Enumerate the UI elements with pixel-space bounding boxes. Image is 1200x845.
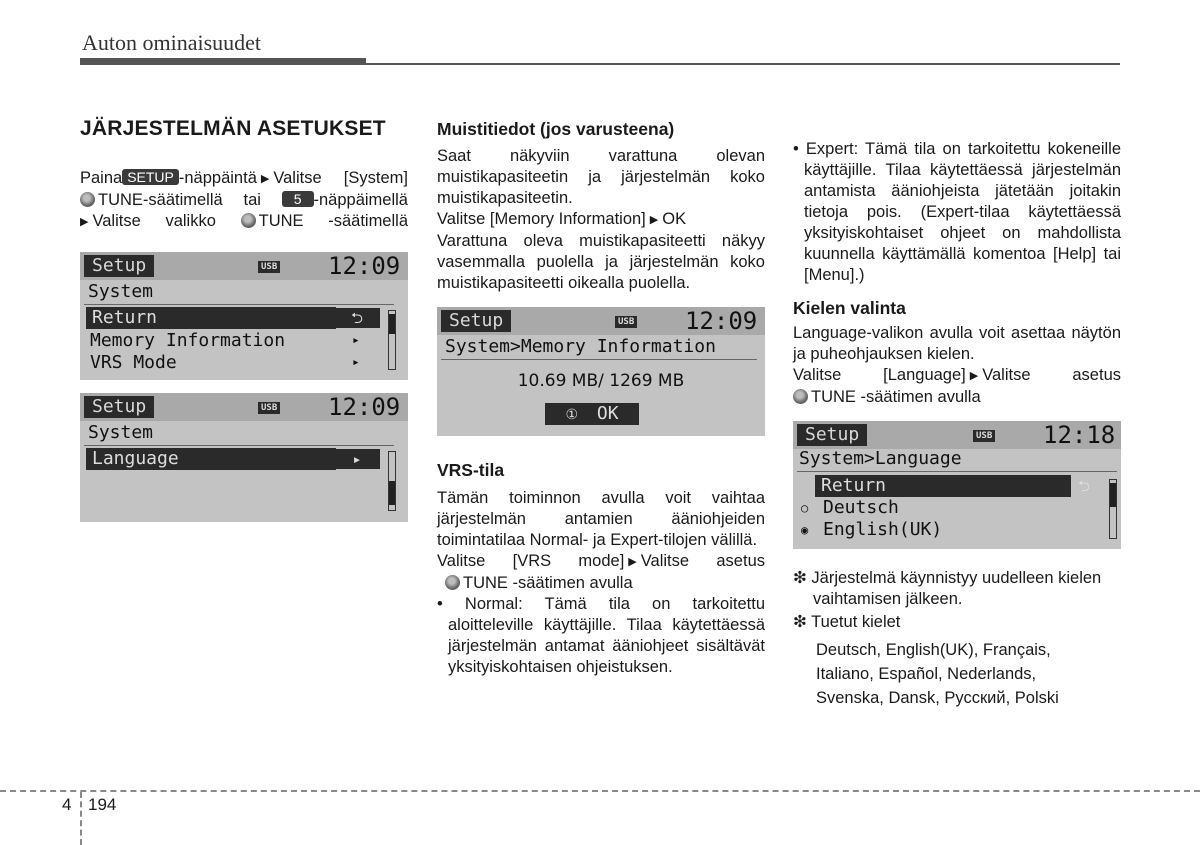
scrollbar-thumb[interactable]	[389, 314, 395, 334]
language-option-english-uk[interactable]: English(UK)	[823, 519, 943, 540]
scrollbar-thumb[interactable]	[389, 481, 395, 505]
text-valitse-valikko: Valitse valikko	[92, 212, 216, 230]
heading-memory: Muistitiedot (jos varusteena)	[437, 119, 675, 139]
arrow-right-icon: ▶	[969, 370, 979, 382]
text-nav-a: Valitse [VRS mode]	[437, 552, 625, 570]
para-vrs-tune	[437, 573, 765, 594]
usb-icon: USB	[258, 261, 280, 273]
memory-value: 10.69 MB/ 1269 MB	[517, 371, 685, 391]
screen-tag: Setup	[84, 396, 154, 418]
screen-system-menu	[80, 252, 408, 380]
menu-item-vrs-mode[interactable]: VRS Mode	[90, 352, 177, 373]
text-tune: TUNE -säätimen avulla	[811, 388, 981, 406]
screen-memory-information	[437, 307, 765, 436]
screen-tag: Setup	[84, 255, 154, 277]
divider	[84, 304, 394, 305]
chapter-number: 4	[62, 795, 72, 814]
header-rule-thick	[80, 58, 366, 65]
column-3-top	[793, 139, 1121, 408]
para-language-tune	[793, 387, 1121, 408]
usb-icon: USB	[973, 430, 995, 442]
intro-line-2	[80, 190, 408, 211]
para-memory: Saat näkyviin varattuna olevan muistikapasiteetin ja järjestelmän koko muistikapasiteetin.	[437, 147, 765, 207]
clock: 12:18	[1043, 421, 1116, 449]
note-supported: ❇ Tuetut kielet	[793, 613, 901, 631]
setup-key: SETUP	[122, 169, 179, 185]
text-after-setup: -näppäintä	[178, 169, 257, 187]
screen-header: System>Memory Information	[445, 336, 716, 357]
tune-knob-icon	[80, 192, 95, 207]
para-vrs: Tämän toiminnon avulla voit vaihtaa järjestelmän antamien ääniohjeiden toimintatilaa Normal- ja Expert-tilojen välillä.	[437, 489, 765, 549]
para-language-nav	[793, 365, 1121, 387]
languages-line-3: Svenska, Dansk, Русский, Polski	[816, 689, 1059, 707]
intro-line-3	[80, 211, 408, 233]
screen-tag: Setup	[797, 424, 867, 446]
para-memory-2: Varattuna oleva muistikapasiteetti näkyy vasemmalla puolella ja järjestelmän koko muistikapasiteetti oikealla puolella.	[437, 232, 765, 292]
heading-vrs: VRS-tila	[437, 460, 505, 480]
screen-header: System	[88, 281, 154, 302]
radio-unselected-icon[interactable]: ○	[801, 501, 809, 515]
key-5: 5	[282, 191, 314, 207]
footer-vertical-rule	[80, 792, 82, 845]
arrow-right-icon: ▶	[260, 173, 270, 185]
para-language: Language-valikon avulla voit asettaa näytön ja puheohjauksen kielen.	[793, 324, 1121, 363]
text-nav-a: Valitse [Language]	[793, 366, 966, 384]
divider	[797, 471, 1117, 472]
languages-line-1: Deutsch, English(UK), Français,	[816, 641, 1051, 659]
note-restart: ❇ Järjestelmä käynnistyy uudelleen kielen vaihtamisen jälkeen.	[793, 569, 1102, 608]
text-tune: TUNE -säätimen avulla	[463, 574, 633, 592]
running-header: Auton ominaisuudet	[82, 30, 262, 55]
language-option-deutsch[interactable]: Deutsch	[823, 497, 899, 518]
tune-knob-icon	[241, 213, 256, 228]
languages-line-2: Italiano, Español, Nederlands,	[816, 665, 1037, 683]
clock: 12:09	[328, 252, 401, 280]
text-after-key5: -näppäimellä	[313, 191, 408, 209]
divider	[441, 359, 757, 360]
usb-icon: USB	[258, 402, 280, 414]
menu-item-memory-information[interactable]: Memory Information	[90, 330, 286, 351]
bullet-normal: • Normal: Tämä tila on tarkoitettu aloitteleville käyttäjille. Tilaa käytettäessä järjestelmän antamat ääniohjeet sisältävät yksityiskohtaisen ohjeistuksen.	[437, 595, 765, 676]
column-2-top	[437, 119, 765, 294]
header-rule-thin	[366, 63, 1120, 65]
column-1-intro	[80, 168, 408, 233]
text-nav-b: Valitse asetus	[982, 366, 1121, 384]
screen-language-select	[793, 421, 1121, 549]
text-nav-b: Valitse asetus	[640, 552, 765, 570]
chevron-right-icon: ▸	[352, 333, 360, 348]
column-3-bottom	[793, 568, 1121, 710]
chevron-right-icon: ▸	[334, 449, 380, 469]
menu-item-language[interactable]: Language	[86, 448, 336, 470]
section-title: JÄRJESTELMÄN ASETUKSET	[80, 117, 386, 140]
intro-line-1	[80, 168, 408, 190]
ok-number-icon: ①	[565, 407, 579, 423]
radio-selected-icon[interactable]: ◉	[801, 523, 809, 537]
ok-label: OK	[596, 403, 619, 424]
screen-header: System>Language	[799, 448, 962, 469]
return-icon: ⮌	[334, 308, 380, 328]
screen-header: System	[88, 422, 154, 443]
bullet-expert: • Expert: Tämä tila on tarkoitettu kokeneille käyttäjille. Tilaa käytettäessä järjestelmän antamista ääniohjeista jätetään joitakin tietoja pois. (Expert-tilaa käytettäessä yksityiskohtaiset ohjeet on mahdollista kuunnella käyttämällä komentoa [Help] tai [Menu].)	[793, 140, 1121, 284]
menu-item-return[interactable]: Return	[86, 307, 336, 329]
arrow-right-icon: ▶	[649, 214, 659, 226]
page-number: 194	[88, 795, 117, 814]
column-2-bottom	[437, 460, 765, 678]
text-tune-saatimella: TUNE -säätimellä	[258, 212, 408, 230]
text-valitse-system: Valitse [System]	[273, 169, 408, 187]
para-vrs-nav	[437, 551, 765, 573]
text-nav-b: OK	[662, 210, 687, 228]
clock: 12:09	[328, 393, 401, 421]
clock: 12:09	[685, 307, 758, 335]
text-tune-or: TUNE-säätimellä tai	[98, 191, 261, 209]
heading-language: Kielen valinta	[793, 298, 906, 318]
tune-knob-icon	[445, 575, 460, 590]
return-arrow-icon: ⮌	[1077, 477, 1090, 495]
scrollbar-thumb[interactable]	[1110, 483, 1116, 507]
ok-button[interactable]	[545, 403, 639, 425]
footer-rule	[0, 790, 1200, 792]
screen-system-language	[80, 393, 408, 522]
screen-tag: Setup	[441, 310, 511, 332]
divider	[84, 445, 394, 446]
tune-knob-icon	[793, 389, 808, 404]
chevron-right-icon: ▸	[352, 355, 360, 370]
usb-icon: USB	[615, 316, 637, 328]
arrow-right-icon: ▶	[80, 216, 89, 228]
text-paina: Paina	[80, 169, 123, 187]
text-nav-a: Valitse [Memory Information]	[437, 210, 646, 228]
arrow-right-icon: ▶	[628, 556, 637, 568]
menu-item-return[interactable]: Return	[815, 475, 1071, 497]
para-memory-nav	[437, 209, 765, 231]
